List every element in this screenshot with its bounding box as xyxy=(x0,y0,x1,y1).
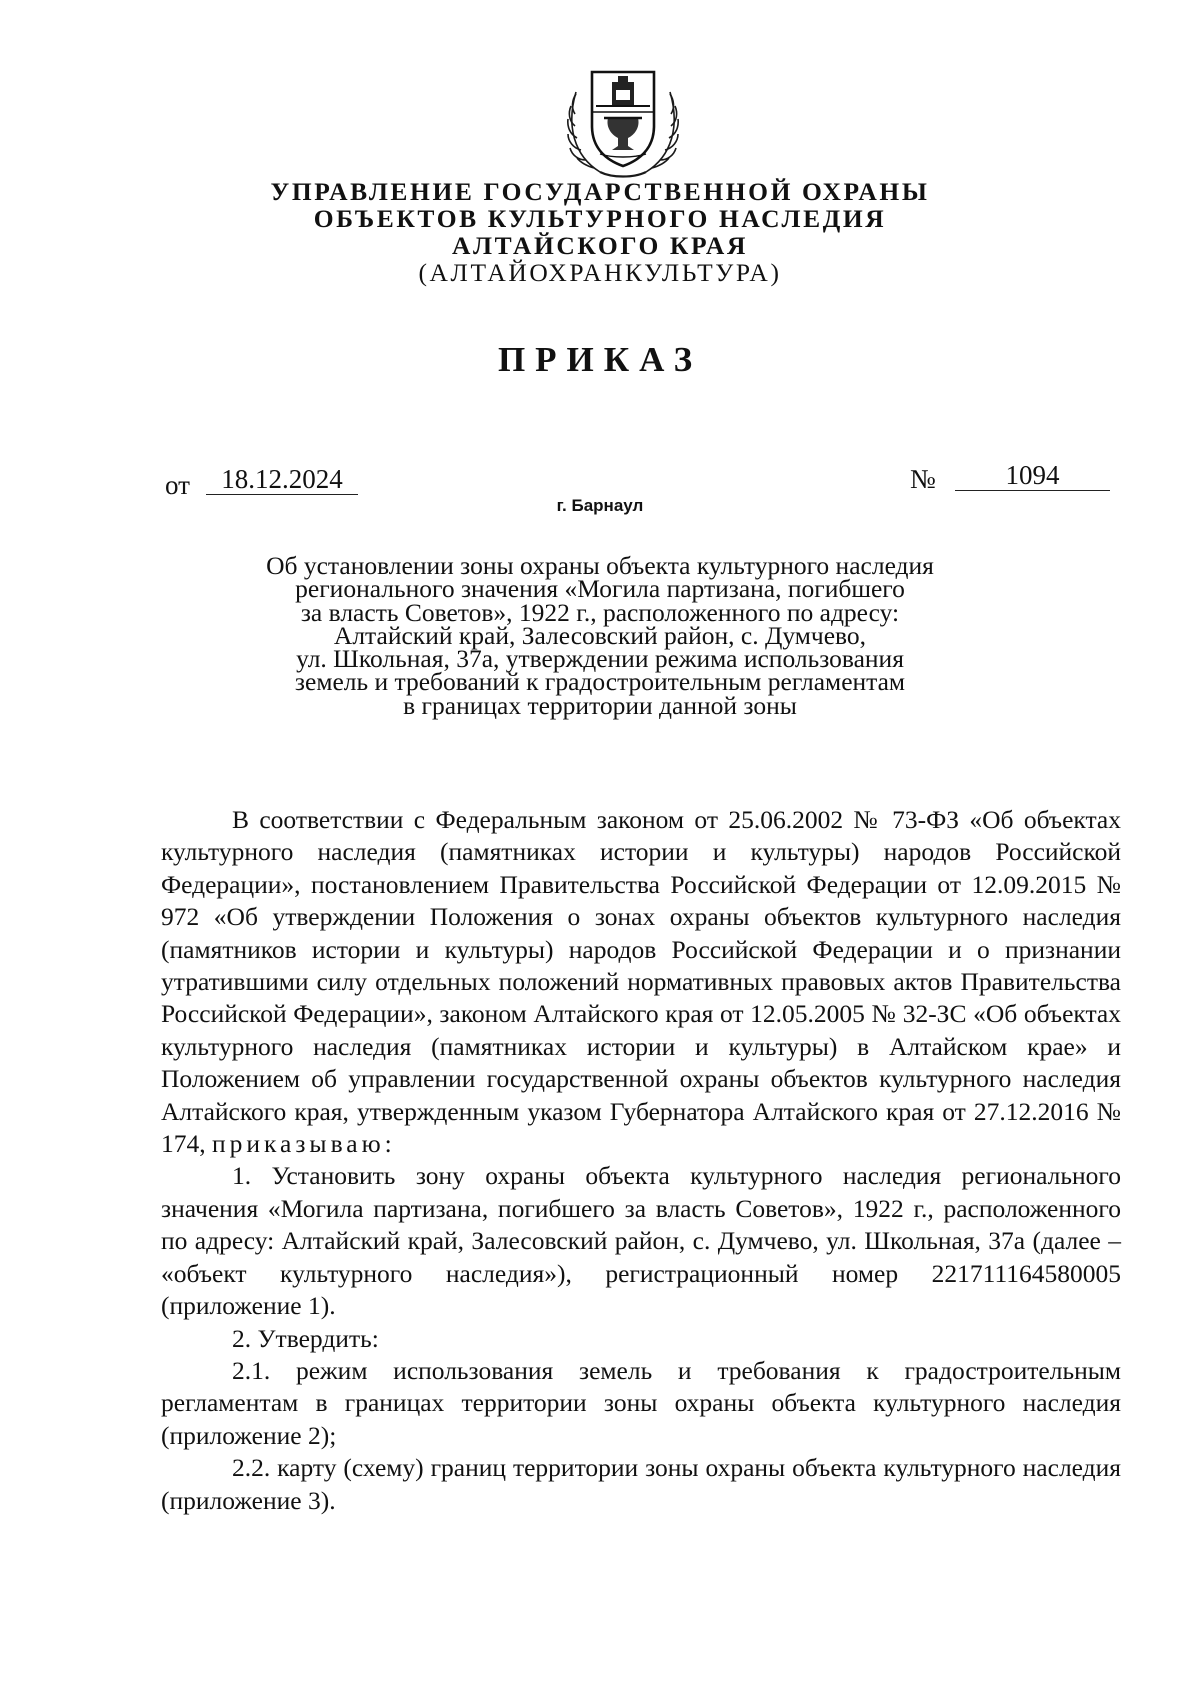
order-item-1: 1. Установить зону охраны объекта культурного наследия регионального значения «Могила партизана, погибшего за власть Советов», 1922 г., расположенного по адресу: Алтайский край, Залесовский район, с. Думчево, ул. Школьная, 37а (далее – «объект культурного наследия»), регистрационный номер 221711164580005 (приложение 1). xyxy=(161,1161,1121,1321)
agency-name-line-1: УПРАВЛЕНИЕ ГОСУДАРСТВЕННОЙ ОХРАНЫ xyxy=(270,177,930,206)
subject-line: Алтайский край, Залесовский район, с. Думчево, xyxy=(333,620,867,650)
subject-line: за власть Советов», 1922 г., расположенного по адресу: xyxy=(300,597,900,627)
date-prefix: от xyxy=(165,470,190,500)
subject-line: в границах территории данной зоны xyxy=(403,690,797,720)
subject-line: Об установлении зоны охраны объекта культурного наследия xyxy=(266,551,934,580)
agency-short-name: (АЛТАЙОХРАНКУЛЬТУРА) xyxy=(418,258,782,287)
document-subject xyxy=(180,551,1020,720)
order-word: приказываю: xyxy=(212,1129,396,1159)
subject-line: регионального значения «Могила партизана, погибшего xyxy=(295,574,905,604)
order-item-2-2: 2.2. карту (схему) границ территории зоны охраны объекта культурного наследия (приложение 3). xyxy=(161,1453,1121,1515)
preamble-paragraph xyxy=(161,804,1121,1160)
subject-line: ул. Школьная, 37а, утверждении режима использования xyxy=(296,644,904,674)
document-title: ПРИКАЗ xyxy=(497,340,703,379)
number-prefix: № xyxy=(910,464,936,494)
document-number: 1094 xyxy=(955,460,1110,491)
order-item-2-1: 2.1. режим использования земель и требования к градостроительным регламентам в границах территории зоны охраны объекта культурного наследия (приложение 2); xyxy=(161,1355,1121,1450)
document-body xyxy=(161,804,1121,1517)
city-name: г. Барнаул xyxy=(556,496,644,515)
agency-name-line-3: АЛТАЙСКОГО КРАЯ xyxy=(452,231,748,260)
agency-name-line-2: ОБЪЕКТОВ КУЛЬТУРНОГО НАСЛЕДИЯ xyxy=(313,204,887,233)
document-date: 18.12.2024 xyxy=(206,464,358,495)
preamble-text: В соответствии с Федеральным законом от 25.06.2002 № 73-ФЗ «Об объектах культурного наследия (памятниках истории и культуры) народов Российской Федерации», постановлением Правительства Российской Федерации от 12.09.2015 № 972 «Об утверждении Положения о зонах охраны объектов культурного наследия (памятников истории и культуры) народов Российской Федерации и о признании утратившими силу отдельных положений нормативных правовых актов Правительства Российской Федерации», законом Алтайского края от 12.05.2005 № 32-ЗС «Об объектах культурного наследия (памятниках истории и культуры) в Алтайском крае» и Положением об управлении государственной охраны объектов культурного наследия Алтайского края, утвержденным указом Губернатора Алтайского края от 27.12.2016 № 174, xyxy=(161,805,1121,1159)
altai-krai-coat-of-arms-icon xyxy=(560,52,686,180)
subject-line: земель и требований к градостроительным регламентам xyxy=(294,667,906,697)
order-item-2: 2. Утвердить: xyxy=(232,1323,379,1353)
